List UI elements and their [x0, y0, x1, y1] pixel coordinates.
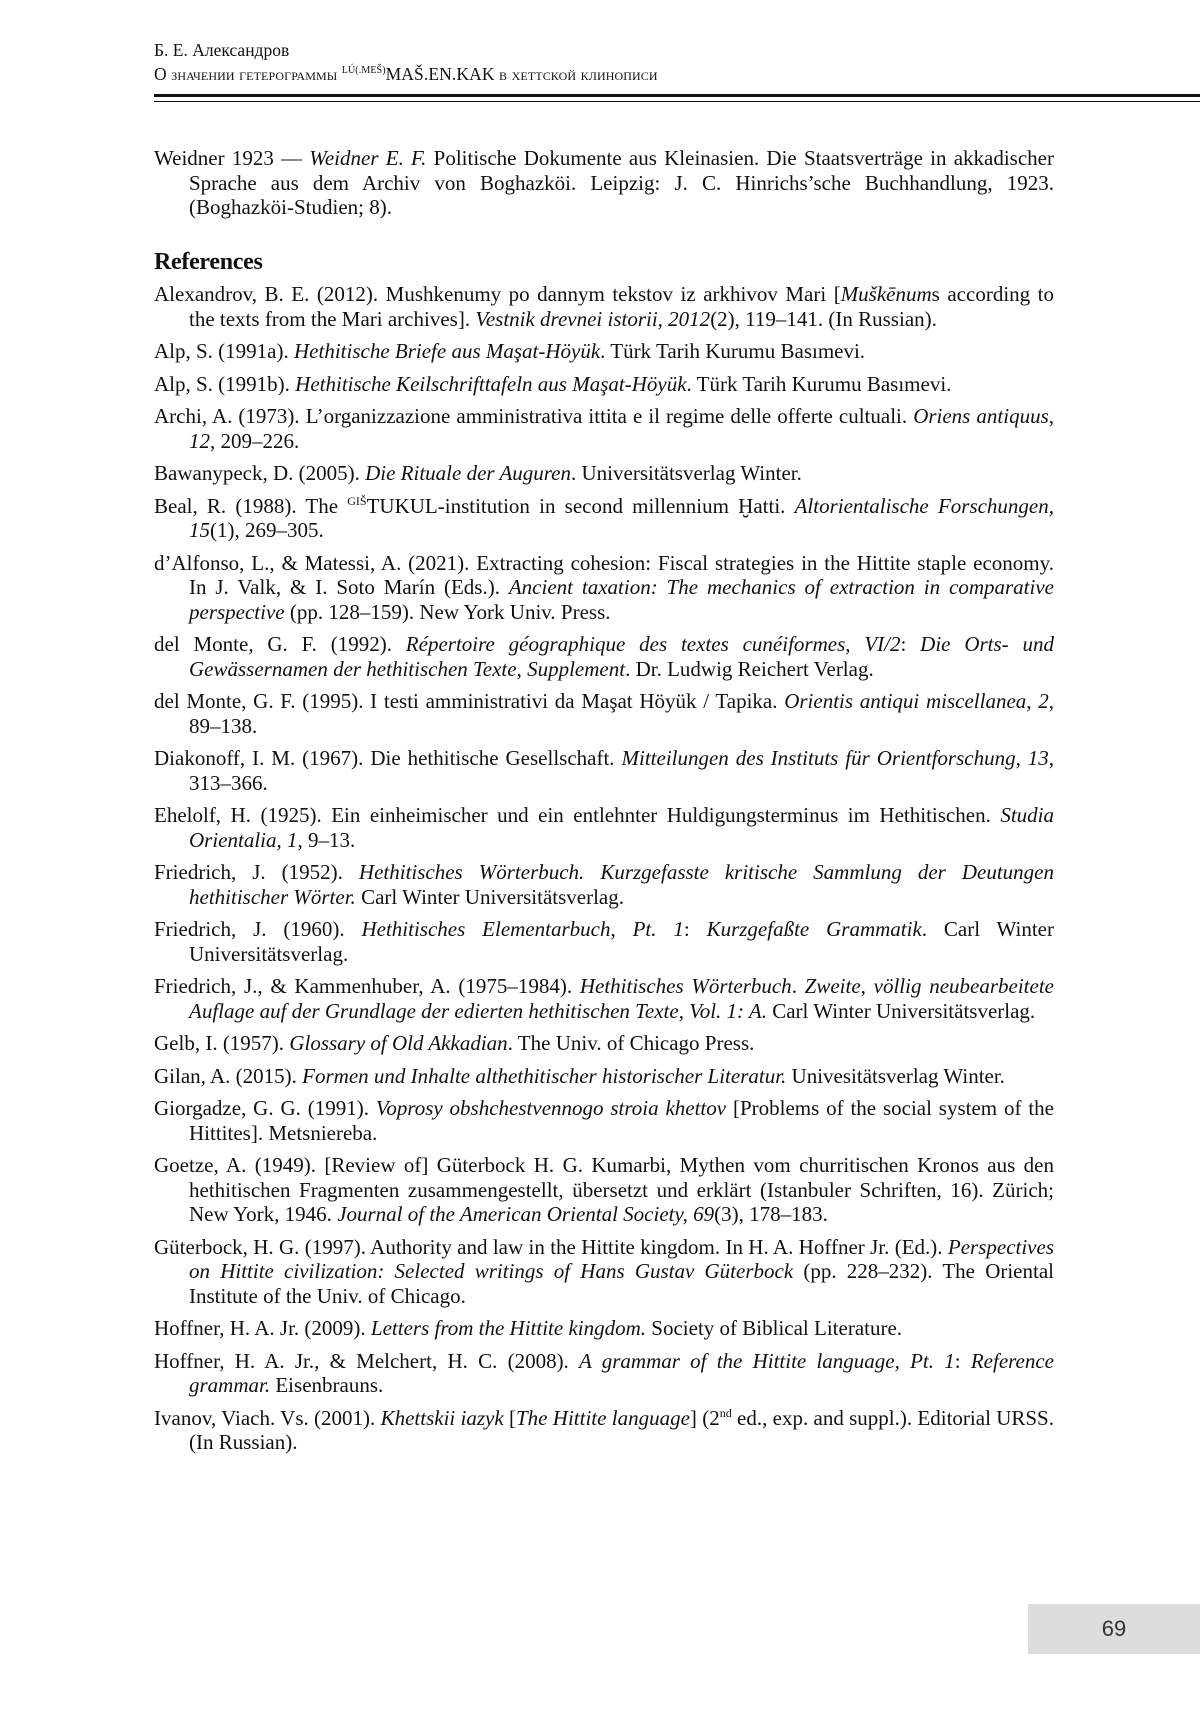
ref-text: Diakonoff, I. M. (1967). Die hethitische Gesellschaft.	[154, 746, 622, 770]
ref-gelb	[154, 1031, 1054, 1056]
ref-text: . Dr. Ludwig Reichert Verlag.	[625, 657, 874, 681]
ref-text: :	[901, 632, 921, 656]
ref-text: del Monte, G. F. (1992).	[154, 632, 406, 656]
ref-superscript: GIŠ	[347, 494, 366, 508]
ref-text: , 9–13.	[298, 828, 356, 852]
header-title-sup: LÚ(.MEŠ)	[342, 65, 386, 76]
ref-text: . Türk Tarih Kurumu Basımevi.	[600, 339, 865, 363]
ref-italic: 12	[189, 429, 210, 453]
ref-text: :	[684, 917, 707, 941]
ref-italic: Perspectives on Hittite civilization: Selected writings of Hans Gustav Güterbock	[189, 1235, 1054, 1284]
ref-text: (1), 269–305.	[210, 518, 324, 542]
ref-hoffner-melchert	[154, 1349, 1054, 1398]
header-title-suffix: в хеттской клинописи	[495, 64, 658, 84]
ref-italic: Ancient taxation: The mechanics of extraction in comparative perspective	[189, 575, 1054, 624]
ref-goetze	[154, 1153, 1054, 1227]
ref-italic: Pt. 1	[633, 917, 684, 941]
ref-text: [	[504, 1406, 516, 1430]
ref-text: ,	[517, 657, 528, 681]
ref-italic: VI/2	[864, 632, 900, 656]
ref-italic: Voprosy obshchestvennogo stroia khettov	[376, 1096, 726, 1120]
ref-italic: Studia Orientalia, 1	[189, 803, 1054, 852]
ref-text: .	[792, 974, 805, 998]
ref-italic: Hethitische Keilschrifttafeln aus Maşat-Höyük	[295, 372, 686, 396]
ref-text: Friedrich, J. (1960).	[154, 917, 361, 941]
ref-text: Alp, S. (1991b).	[154, 372, 295, 396]
ref-text: (3), 178–183.	[714, 1202, 828, 1226]
ref-beal	[154, 494, 1054, 543]
ref-italic: Zweite, völlig neubearbeitete Auflage auf der Grundlage der edierten hethitischen Texte, Vol. 1: A.	[189, 974, 1054, 1023]
ref-italic: Kurzgefaßte Grammatik	[707, 917, 922, 941]
ref-ivanov	[154, 1406, 1054, 1455]
header-title	[154, 62, 658, 86]
ref-text: TUKUL-institution in second millennium Ḫatti.	[367, 494, 795, 518]
ref-italic: Journal of the American Oriental Society, 69	[337, 1202, 714, 1226]
ref-delmonte-1992	[154, 632, 1054, 681]
ref-text: :	[955, 1349, 971, 1373]
ref-text: ,	[610, 917, 632, 941]
ref-text: Hoffner, H. A. Jr. (2009).	[154, 1316, 371, 1340]
ref-guterbock	[154, 1235, 1054, 1309]
ref-text: ] (2	[690, 1406, 720, 1430]
ref-text: ,	[1049, 404, 1054, 428]
ref-text: Alexandrov, B. E. (2012). Mushkenumy po dannym tekstov iz arkhivov Mari [	[154, 282, 841, 306]
bib-entry-weidner	[154, 146, 1054, 220]
ref-italic: Die Orts- und Gewässernamen der hethitischen Texte	[189, 632, 1054, 681]
ref-italic: Reference grammar.	[189, 1349, 1054, 1398]
ref-text: . Universitätsverlag Winter.	[571, 461, 802, 485]
ref-text: (pp. 128–159). New York Univ. Press.	[285, 600, 611, 624]
page-number: 69	[1028, 1604, 1200, 1654]
running-header	[154, 38, 658, 86]
ref-text: (2), 119–141. (In Russian).	[710, 307, 937, 331]
ref-alp-1991a	[154, 339, 1054, 364]
ref-italic: Supplement	[527, 657, 625, 681]
ref-text: d’Alfonso, L., & Matessi, A. (2021). Extracting cohesion: Fiscal strategies in the Hittite staple economy. In J. Valk, & I. Soto Marín (Eds.).	[154, 551, 1054, 600]
header-title-term: MAŠ.EN.KAK	[386, 64, 495, 84]
ref-italic: Hethitisches Elementarbuch	[361, 917, 610, 941]
ref-friedrich-kammenhuber	[154, 974, 1054, 1023]
ref-text: , 313–366.	[189, 746, 1054, 795]
ref-text: Friedrich, J., & Kammenhuber, A. (1975–1984).	[154, 974, 580, 998]
ref-alexandrov	[154, 282, 1054, 331]
ref-text: Carl Winter Universitätsverlag.	[356, 885, 624, 909]
main-text	[154, 146, 1054, 1463]
ref-ehelolf	[154, 803, 1054, 852]
ref-text: ed., exp. and suppl.). Editorial URSS. (In Russian).	[189, 1406, 1054, 1455]
ref-diakonoff	[154, 746, 1054, 795]
ref-text: Goetze, A. (1949). [Review of] Güterbock H. G. Kumarbi, Mythen vom churritischen Kronos aus den hethitischen Fragmenten zusammengestellt, übersetzt und erklärt (Istanbuler Schriften, 16). Zürich; New York, 1946.	[154, 1153, 1054, 1226]
ref-text: . The Univ. of Chicago Press.	[508, 1031, 755, 1055]
ref-italic: Muškēnum	[841, 282, 932, 306]
ref-italic: Die Rituale der Auguren	[365, 461, 571, 485]
ref-friedrich-1952	[154, 860, 1054, 909]
ref-text: Carl Winter Universitätsverlag.	[767, 999, 1035, 1023]
ref-hoffner-2009	[154, 1316, 1054, 1341]
ref-italic: A grammar of the Hittite language, Pt. 1	[579, 1349, 955, 1373]
ref-italic: Oriens antiquus	[913, 404, 1049, 428]
ref-italic: Glossary of Old Akkadian	[289, 1031, 507, 1055]
ref-text: Gelb, I. (1957).	[154, 1031, 289, 1055]
ref-text: Hoffner, H. A. Jr., & Melchert, H. C. (2008).	[154, 1349, 579, 1373]
ref-text: . Türk Tarih Kurumu Basımevi.	[687, 372, 952, 396]
weidner-lead: Weidner 1923 —	[154, 146, 309, 170]
header-author: Б. Е. Александров	[154, 38, 658, 62]
weidner-author: Weidner E. F.	[309, 146, 426, 170]
ref-italic: Khettskii iazyk	[381, 1406, 504, 1430]
header-rule-thick	[154, 94, 1200, 97]
references-heading: References	[154, 250, 1054, 275]
ref-delmonte-1995	[154, 689, 1054, 738]
ref-text: Friedrich, J. (1952).	[154, 860, 359, 884]
ref-text: del Monte, G. F. (1995). I testi amministrativi da Maşat Höyük / Tapika.	[154, 689, 784, 713]
ref-italic: Altorientalische Forschungen, 15	[189, 494, 1054, 543]
ref-italic: Hethitische Briefe aus Maşat-Höyük	[294, 339, 600, 363]
ref-italic: Hethitisches Wörterbuch. Kurzgefasste kritische Sammlung der Deutungen hethitischer Wörter.	[189, 860, 1054, 909]
ref-text: ,	[845, 632, 864, 656]
ref-alp-1991b	[154, 372, 1054, 397]
ref-text: Archi, A. (1973). L’organizzazione amministrativa ittita e il regime delle offerte cultuali.	[154, 404, 913, 428]
ref-text: ,	[1026, 689, 1038, 713]
ref-text: Society of Biblical Literature.	[646, 1316, 902, 1340]
ref-bawanypeck	[154, 461, 1054, 486]
ref-text: Bawanypeck, D. (2005).	[154, 461, 365, 485]
ref-text: , 209–226.	[210, 429, 299, 453]
ref-text: , 89–138.	[189, 689, 1054, 738]
ref-italic: Letters from the Hittite kingdom.	[371, 1316, 646, 1340]
ref-friedrich-1960	[154, 917, 1054, 966]
ref-text: . Carl Winter Universitätsverlag.	[189, 917, 1054, 966]
ref-text: Ehelolf, H. (1925). Ein einheimischer und ein entlehnter Huldigungsterminus im Hethitischen.	[154, 803, 1000, 827]
ref-text: Gilan, A. (2015).	[154, 1064, 302, 1088]
ref-giorgadze	[154, 1096, 1054, 1145]
ref-text: Univesitätsverlag Winter.	[786, 1064, 1005, 1088]
ref-italic: Vestnik drevnei istorii, 2012	[475, 307, 710, 331]
ref-dalfonso	[154, 551, 1054, 625]
ref-italic: Orientis antiqui miscellanea	[784, 689, 1026, 713]
ref-italic: 2	[1038, 689, 1049, 713]
weidner-rest: Politische Dokumente aus Kleinasien. Die Staatsverträge in akkadischer Sprache aus dem Archiv von Boghazköi. Leipzig: J. C. Hinrichs’sche Buchhandlung, 1923. (Boghazköi-Studien; 8).	[189, 146, 1054, 219]
ref-italic: Mitteilungen des Instituts für Orientforschung, 13	[622, 746, 1049, 770]
ref-text: Eisenbrauns.	[270, 1373, 383, 1397]
header-rule-thin	[154, 101, 1200, 102]
ref-italic: Formen und Inhalte althethitischer historischer Literatur.	[302, 1064, 786, 1088]
ref-italic: Hethitisches Wörterbuch	[580, 974, 792, 998]
ref-text: Ivanov, Viach. Vs. (2001).	[154, 1406, 381, 1430]
ref-archi	[154, 404, 1054, 453]
ref-italic: Répertoire géographique des textes cunéiformes	[406, 632, 845, 656]
ref-text: Beal, R. (1988). The	[154, 494, 347, 518]
ref-text: [Problems of the social system of the Hittites]. Metsniereba.	[189, 1096, 1054, 1145]
ref-superscript: nd	[720, 1406, 732, 1420]
ref-text: Alp, S. (1991a).	[154, 339, 294, 363]
ref-gilan	[154, 1064, 1054, 1089]
ref-text: Güterbock, H. G. (1997). Authority and law in the Hittite kingdom. In H. A. Hoffner Jr. (Ed.).	[154, 1235, 948, 1259]
ref-text: s according to the texts from the Mari archives].	[189, 282, 1054, 331]
ref-text: (pp. 228–232). The Oriental Institute of the Univ. of Chicago.	[189, 1259, 1054, 1308]
ref-italic: The Hittite language	[516, 1406, 690, 1430]
header-title-prefix: О значении гетерограммы	[154, 64, 342, 84]
ref-text: Giorgadze, G. G. (1991).	[154, 1096, 376, 1120]
